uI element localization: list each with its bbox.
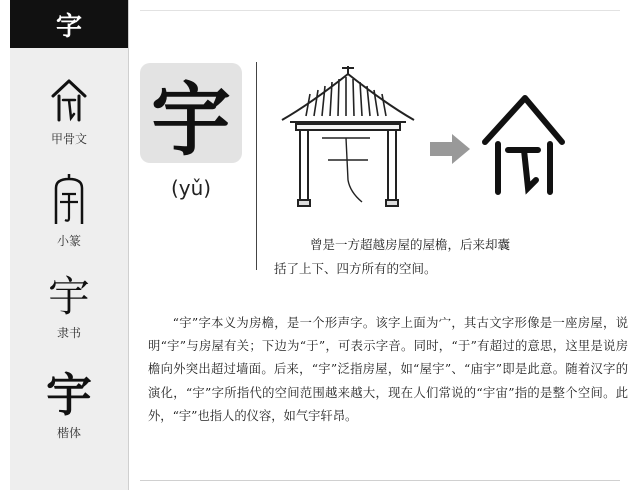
oracle-bone-form bbox=[10, 78, 128, 147]
main-character: 宇 bbox=[140, 63, 242, 163]
pinyin: (yǔ) bbox=[170, 176, 212, 200]
right-arrow-icon bbox=[430, 134, 470, 164]
clerical-form bbox=[10, 272, 128, 341]
sidebar-title: 字 bbox=[10, 0, 128, 48]
vertical-divider bbox=[256, 62, 257, 270]
illustration-caption bbox=[274, 233, 574, 281]
oracle-bone-glyph bbox=[49, 78, 89, 124]
seal-form bbox=[10, 172, 128, 249]
ancient-glyph-large bbox=[485, 98, 562, 192]
regular-script-form bbox=[10, 368, 128, 441]
bottom-rule bbox=[140, 480, 620, 481]
regular-glyph: 宇 bbox=[46, 368, 92, 422]
eaves-illustration bbox=[270, 60, 610, 220]
regular-script-label: 楷体 bbox=[56, 426, 81, 440]
top-rule bbox=[140, 10, 620, 11]
seal-label: 小篆 bbox=[56, 234, 81, 248]
clerical-label: 隶书 bbox=[56, 326, 81, 340]
caption-line-1: 曾是一方超越房屋的屋檐，后来却囊 bbox=[310, 237, 511, 252]
seal-glyph bbox=[52, 172, 86, 226]
caption-line-2: 括了上下、四方所有的空间。 bbox=[274, 261, 437, 276]
explanation-paragraph: “宇”字本义为房檐，是一个形声字。该字上面为宀，其古文字形像是一座房屋，说明“宇”与房屋有关；下边为“于”，可表示字音。同时，“于”有超过的意思，这里是说房檐向外突出超过墙面。后来，“宇”泛指房屋，如“屋宇”、“庙宇”即是此意。随着汉字的演化，“宇”字所指代的空间范围越来越大，现在人们常说的“宇宙”指的是整个空间。此外，“宇”也指人的仪容，如气宇轩昂。 bbox=[148, 316, 628, 423]
clerical-glyph: 宇 bbox=[47, 272, 90, 321]
house-drawing bbox=[282, 66, 414, 206]
script-forms-sidebar bbox=[10, 0, 129, 490]
oracle-bone-label: 甲骨文 bbox=[50, 132, 87, 146]
